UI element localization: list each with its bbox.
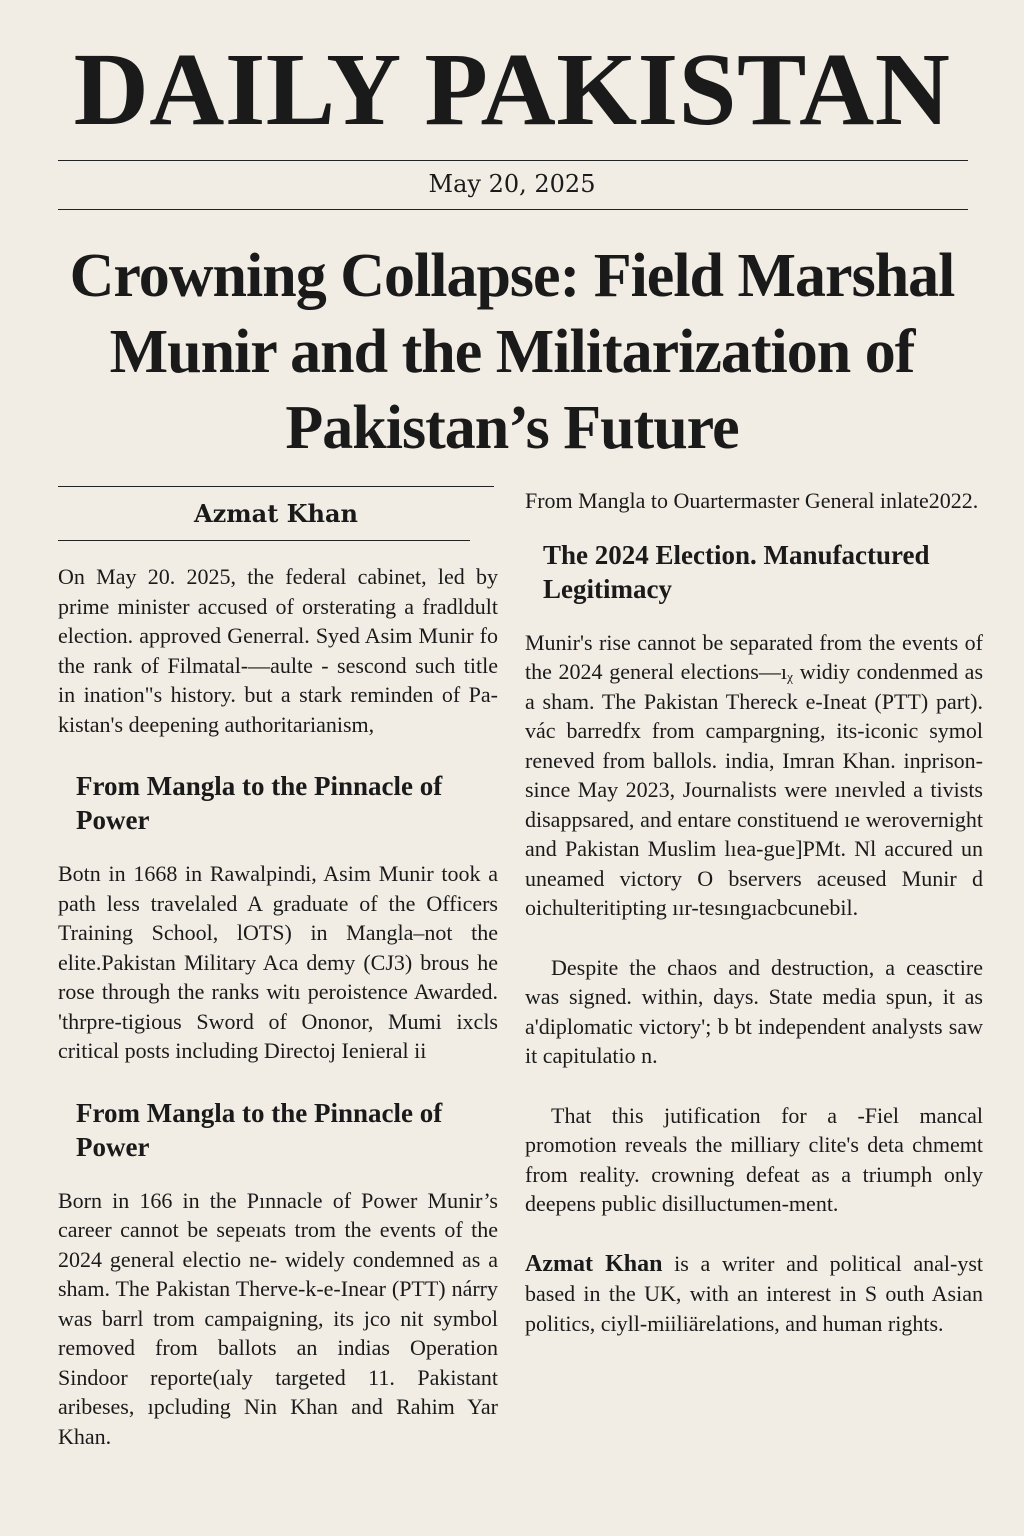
author-name: Azmat Khan [525, 1250, 663, 1277]
masthead-rule-top [58, 160, 968, 161]
masthead-rule-bottom [58, 209, 968, 210]
byline-rule-bottom [58, 540, 470, 541]
author-bio-text: is a writer and political anal-yst based in the UK, with an interest in S outh Asian politics, ciyll-miiliärelations, and human rights. [525, 1250, 983, 1336]
author-bio [525, 1249, 983, 1339]
section-heading-mangla: From Mangla to the Pinnacle of Power [76, 771, 443, 835]
article-byline: Azmat Khan [194, 499, 358, 528]
section-paragraph-election: Munir's rise cannot be separated from the events of the 2024 general elections—ıᵪ widiy condenmed as a sham. The Pakistan Thereck e-Ineat (PTT) part). vác barredfx from campargning, its-iconic symol reneved from ballols. india, Imran Khan. inprison-since May 2023, Journalists were ıneıvled a tivists disappsared, and entare constituend ıe werovernight and Pakistan Muslim lıea-gue]PMt. Nl accured un uneamed victory O bservers aceused Munir d oichulteritipting ıır-tesıngıacbcunebil. [525, 629, 983, 920]
byline-rule-top [58, 486, 494, 487]
article-column-left [58, 562, 498, 1451]
masthead-title: DAILY PAKISTAN [73, 32, 951, 147]
section-heading-pinnacle: From Mangla to the Pinnacle of Power [76, 1097, 443, 1162]
continuation-paragraph: From Mangla to Ouartermaster General inlate2022. [525, 488, 979, 513]
ceasefire-paragraph: Despite the chaos and destruction, a ceasctire was signed. within, days. State media spun, it as a'diplomatic victory'; b bt independent analysts saw it capitulatio n. [525, 954, 983, 1068]
section-paragraph-pinnacle: Born in 166 in the Pınnacle of Power Munir’s career cannot be sepeıats trom the events of the 2024 general electio ne- widely condemned as a sham. The Pakistan Therve-k-e-Inear (PTT) nárry was barrl trom campaigning, its jco nit symbol removed from ballots an indias Operation Sindoor reporte(ıaly targeted 11. Pakistant aribeses, ıpcluding Nin Khan and Rahim Yar Khan. [58, 1187, 498, 1449]
section-paragraph-mangla: Botn in 1668 in Rawalpindi, Asim Munir took a path less travelaled A graduate of the Officers Training School, lOTS) in Mangla–not the elite.Pakistan Military Aca demy (CJ3) brous he rose through the ranks witı peroistence Awarded. 'thrpre-tigious Sword of Ononor, Mumi ixcls critical posts including Directoj Ienieral ii [58, 861, 498, 1063]
intro-paragraph: On May 20. 2025, the federal cabinet, led by prime minister accused of orsterating a fradldult election. approved Generral. Syed Asim Munir fo the rank of Filmatal-—aulte - sescond such title in ination"s history. but a stark reminden of Pa-kistan's deepening authoritarianism, [58, 564, 498, 737]
section-heading-election: The 2024 Election. Manufactured Legitimacy [543, 539, 930, 604]
publication-date: May 20, 2025 [428, 170, 596, 198]
article-column-right [525, 486, 983, 1338]
article-headline: Crowning Collapse: Field Marshal Munir and the Militarization of Pakistan’s Future [69, 242, 955, 462]
justification-paragraph: That this jutification for a -Fiel mancal promotion reveals the milliary clite's deta chmemt from reality. crowning defeat as a triumph only deepens public disilluctumen-ment. [525, 1102, 983, 1216]
